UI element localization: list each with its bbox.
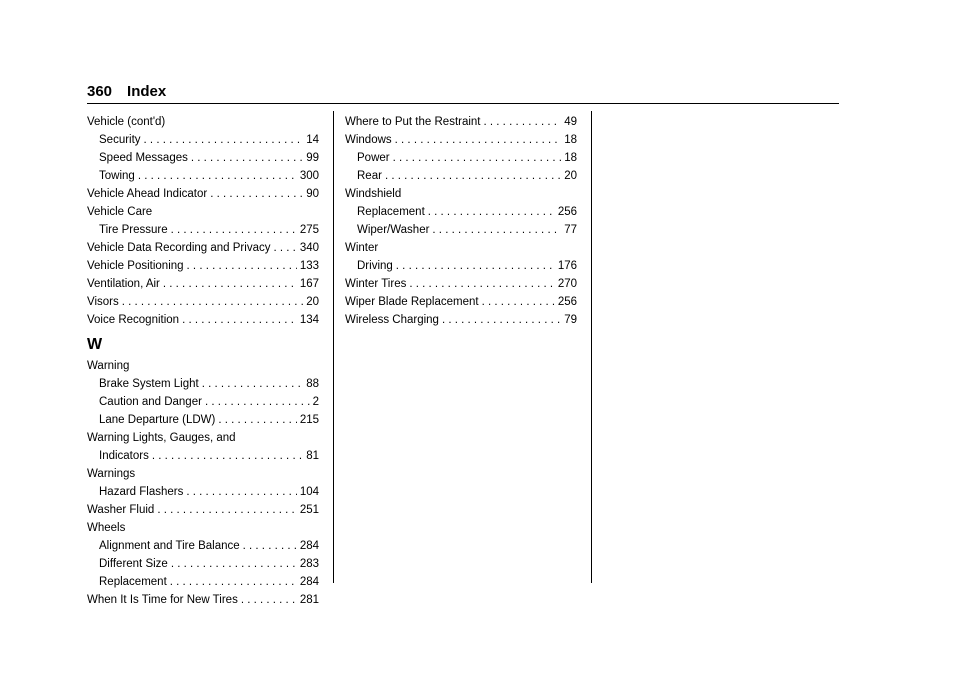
index-heading: Warning xyxy=(87,360,130,372)
page-header xyxy=(87,83,839,104)
index-entry[interactable]: Driving . . . 176 xyxy=(345,257,577,275)
index-heading: Winter xyxy=(345,242,379,254)
index-heading: Vehicle (cont'd) xyxy=(87,116,166,128)
index-entry[interactable]: Vehicle Data Recording and Privacy . . . 340 xyxy=(87,239,319,257)
index-heading: Warning Lights, Gauges, and xyxy=(87,432,236,444)
index-entry[interactable]: Vehicle Ahead Indicator . . . 90 xyxy=(87,185,319,203)
index-entry[interactable]: When It Is Time for New Tires . . . 281 xyxy=(87,591,319,609)
index-column-2 xyxy=(345,113,577,329)
index-entry[interactable]: Tire Pressure . . . 275 xyxy=(87,221,319,239)
index-entry[interactable]: Wiper Blade Replacement . . . 256 xyxy=(345,293,577,311)
index-entry[interactable]: Voice Recognition . . . 134 xyxy=(87,311,319,329)
index-entry[interactable]: Winter Tires . . . 270 xyxy=(345,275,577,293)
index-entry[interactable]: Hazard Flashers . . . 104 xyxy=(87,483,319,501)
index-entry[interactable]: Alignment and Tire Balance . . . 284 xyxy=(87,537,319,555)
index-column-1 xyxy=(87,113,319,609)
index-entry[interactable]: Different Size . . . 283 xyxy=(87,555,319,573)
index-entry[interactable]: Wireless Charging . . . 79 xyxy=(345,311,577,329)
page-title: Index xyxy=(127,83,167,100)
index-entry[interactable]: Caution and Danger . . . 2 xyxy=(87,393,319,411)
index-entry[interactable]: Indicators . . . 81 xyxy=(87,447,319,465)
index-entry[interactable]: Washer Fluid . . . 251 xyxy=(87,501,319,519)
index-entry[interactable]: Replacement . . . 256 xyxy=(345,203,577,221)
index-entry[interactable]: Rear . . . 20 xyxy=(345,167,577,185)
index-entry[interactable]: Where to Put the Restraint . . . 49 xyxy=(345,113,577,131)
index-heading: Windshield xyxy=(345,188,402,200)
index-heading: Warnings xyxy=(87,468,136,480)
index-entry[interactable]: Brake System Light . . . 88 xyxy=(87,375,319,393)
index-heading: Vehicle Care xyxy=(87,206,153,218)
index-heading: Wheels xyxy=(87,522,126,534)
column-divider xyxy=(333,111,334,583)
index-entry[interactable]: Power . . . 18 xyxy=(345,149,577,167)
index-entry[interactable]: Speed Messages . . . 99 xyxy=(87,149,319,167)
index-entry[interactable]: Security . . . 14 xyxy=(87,131,319,149)
section-letter: W xyxy=(87,336,103,353)
index-entry[interactable]: Visors . . . 20 xyxy=(87,293,319,311)
index-entry[interactable]: Vehicle Positioning . . . 133 xyxy=(87,257,319,275)
index-entry[interactable]: Lane Departure (LDW) . . . 215 xyxy=(87,411,319,429)
page-number: 360 xyxy=(87,83,113,100)
index-entry[interactable]: Ventilation, Air . . . 167 xyxy=(87,275,319,293)
index-entry[interactable]: Windows . . . 18 xyxy=(345,131,577,149)
column-divider xyxy=(591,111,592,583)
index-entry[interactable]: Towing . . . 300 xyxy=(87,167,319,185)
index-entry[interactable]: Replacement . . . 284 xyxy=(87,573,319,591)
index-entry[interactable]: Wiper/Washer . . . 77 xyxy=(345,221,577,239)
